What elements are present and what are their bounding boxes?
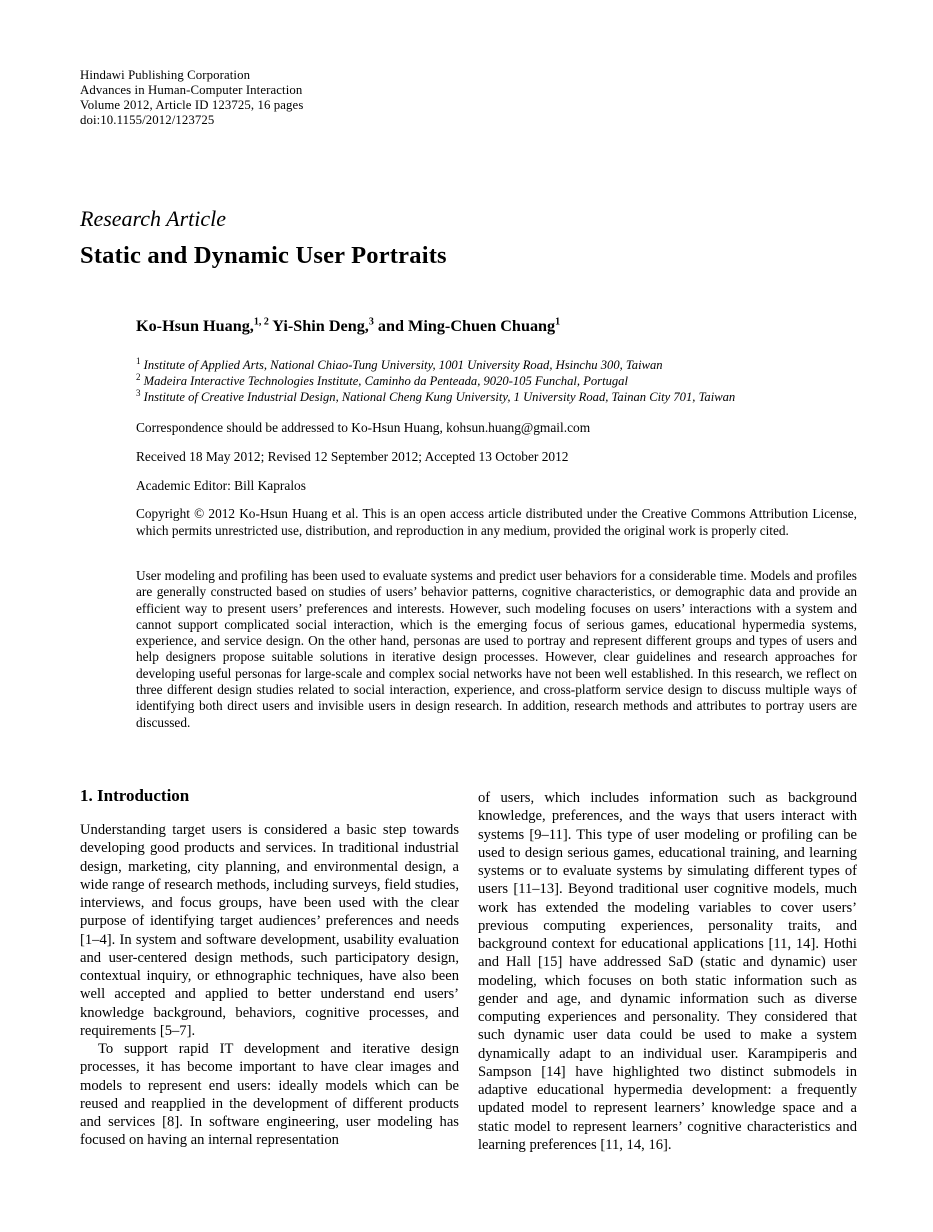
affiliation-text-3: Institute of Creative Industrial Design, National Cheng Kung University, 1 University Road, Tainan City 701, Taiwan: [140, 390, 736, 405]
journal-name-line: Advances in Human-Computer Interaction: [80, 83, 303, 98]
doi-line: doi:10.1155/2012/123725: [80, 113, 215, 128]
author-affil-marker-3: 1: [555, 316, 561, 328]
authors-line: [136, 317, 560, 336]
author-affil-marker-2: 3: [368, 316, 374, 328]
article-type-label: Research Article: [80, 206, 227, 231]
affiliation-line-3: [136, 389, 735, 405]
affiliation-text-2: Madeira Interactive Technologies Institute, Caminho da Penteada, 9020-105 Funchal, Portugal: [140, 374, 628, 389]
intro-paragraph-3: of users, which includes information such as background knowledge, preferences, and the ways that users interact with systems [9–11]. This type of user modeling or profiling can be used to design serious games, educational training, and learning systems or to evaluate systems by simulating different types of users [11–13]. Beyond traditional user cognitive models, much work has extended the modeling variables to cover users’ previous computing experiences, personality traits, and background context for educational applications [11, 14]. Hothi and Hall [15] have addressed SaD (static and dynamic) user modeling, which focuses on both static information such as gender and age, and dynamic information such as diverse computing experiences and personality. They considered that such dynamic user data could be used to make a system dynamically adapt to an individual user. Karampiperis and Sampson [14] have highlighted two distinct submodels in adaptive educational hypermedia development: a frequently updated model to represent learners’ knowledge space and a static model to represent learners’ cognitive characteristics and learning preferences [11, 14, 16].: [478, 790, 857, 1153]
affiliation-marker-3: 3: [136, 388, 141, 399]
page-title: Static and Dynamic User Portraits: [80, 242, 447, 269]
author-name-2: Yi-Shin Deng,: [268, 317, 369, 335]
section-heading-introduction: 1. Introduction: [80, 786, 190, 805]
volume-line: Volume 2012, Article ID 123725, 16 pages: [80, 98, 304, 113]
academic-editor-line: Academic Editor: Bill Kapralos: [136, 478, 306, 493]
affiliations-block: [136, 357, 735, 406]
affiliation-line-2: [136, 373, 735, 389]
intro-right-column: [478, 789, 857, 1154]
author-name-1: Ko-Hsun Huang,: [136, 317, 254, 335]
copyright-text: Copyright © 2012 Ko-Hsun Huang et al. This is an open access article distributed under the Creative Commons Attribution License, which permits unrestricted use, distribution, and reproduction in any medium, provided the original work is properly cited.: [136, 506, 857, 538]
intro-left-column: [80, 821, 459, 1150]
journal-header: [80, 68, 303, 128]
affiliation-marker-1: 1: [136, 355, 141, 366]
history-line: Received 18 May 2012; Revised 12 September 2012; Accepted 13 October 2012: [136, 449, 569, 464]
affiliation-line-1: [136, 357, 735, 373]
correspondence-line: Correspondence should be addressed to Ko-Hsun Huang, kohsun.huang@gmail.com: [136, 420, 591, 435]
abstract-text: User modeling and profiling has been used to evaluate systems and predict user behaviors for a considerable time. Models and profiles are generally constructed based on studies of users’ behavior patterns, cognitive characteristics, or demographic data and provide an efficient way to present users’ preferences and interests. However, such modeling focuses on users’ interactions with a system and cannot support complicated social interaction, which is the emerging focus of serious games, educational hypermedia systems, experience, and service design. On the other hand, personas are used to portray and represent different groups and types of users and help designers propose suitable solutions in iterative design processes. However, clear guidelines and research approaches for developing useful personas for large-scale and complex social networks have not been well established. In this research, we reflect on three different design studies related to social interaction, experience, and cross-platform service design to discuss multiple ways of identifying both direct users and invisible users in design research. In addition, research methods and attributes to portray users are discussed.: [136, 568, 857, 730]
publisher-line: Hindawi Publishing Corporation: [80, 68, 251, 82]
affiliation-text-1: Institute of Applied Arts, National Chiao-Tung University, 1001 University Road, Hsinchu 300, Taiwan: [140, 358, 663, 372]
author-affil-marker-1: 1, 2: [253, 316, 269, 328]
intro-paragraph-2: To support rapid IT development and iterative design processes, it has become important to have clear images and models to represent end users: ideally models which can be reused and reapplied in the development of different products and services [8]. In software engineering, user modeling has focused on having an internal representation: [80, 1041, 459, 1149]
affiliation-marker-2: 2: [136, 372, 141, 383]
intro-paragraph-1: Understanding target users is considered a basic step towards developing good products and services. In traditional industrial design, marketing, city planning, and environmental design, a wide range of research methods, including surveys, field studies, interviews, and focus groups, have been used with the clear purpose of identifying target audiences’ preferences and needs [1–4]. In system and software development, usability evaluation and user-centered design methods, such participatory design, contextual inquiry, or ethnographic techniques, have also been well accepted and applied to better understand end users’ knowledge background, behaviors, cognitive processes, and requirements [5–7].: [80, 822, 459, 1039]
author-name-3: and Ming-Chuen Chuang: [373, 317, 556, 335]
